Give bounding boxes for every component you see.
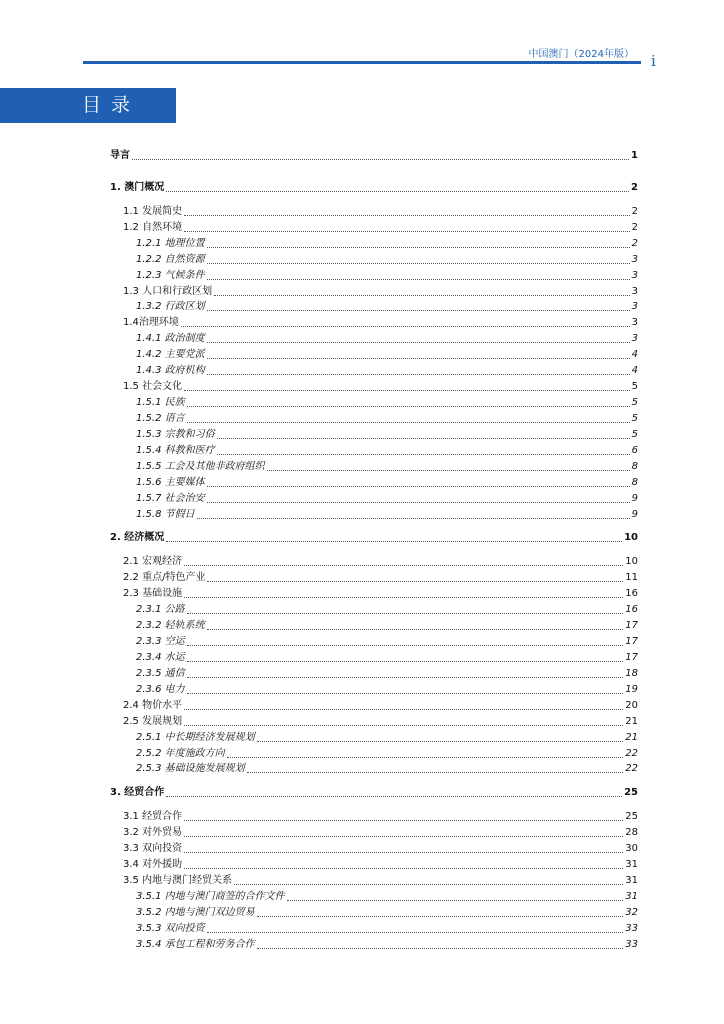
toc-entry-page: 22	[625, 747, 638, 759]
toc-entry-page: 31	[625, 859, 638, 871]
toc-entry-page: 21	[625, 731, 638, 743]
toc-entry-title: 3.2 对外贸易	[123, 827, 183, 839]
toc-entry[interactable]	[123, 380, 638, 394]
toc-dot-leader	[207, 492, 630, 503]
toc-dot-leader	[217, 428, 630, 439]
toc-entry-page: 5	[631, 397, 638, 409]
toc-entry[interactable]	[123, 285, 638, 299]
toc-dot-leader	[207, 571, 623, 582]
toc-entry-title: 1.4治理环境	[123, 317, 179, 329]
toc-dot-leader	[207, 619, 624, 630]
toc-entry-title: 2.3 基础设施	[123, 588, 183, 600]
toc-entry-title: 1.2.3 气候条件	[136, 269, 205, 281]
toc-entry-title: 1.1 发展简史	[123, 205, 183, 217]
toc-entry[interactable]	[123, 555, 638, 569]
toc-entry-title: 3. 经贸合作	[110, 787, 165, 799]
toc-entry[interactable]	[123, 715, 638, 729]
toc-dot-leader	[187, 667, 624, 678]
toc-entry-title: 2. 经济概况	[110, 532, 165, 544]
toc-entry-page: 16	[625, 588, 638, 600]
toc-entry[interactable]	[136, 762, 638, 776]
toc-entry-title: 1.5.4 科教和医疗	[136, 444, 215, 456]
toc-entry-page: 9	[631, 508, 638, 520]
toc-dot-leader	[207, 348, 630, 359]
toc-entry[interactable]	[136, 237, 638, 251]
toc-entry[interactable]	[110, 786, 638, 800]
toc-dot-leader	[257, 938, 624, 949]
toc-entry-title: 导言	[110, 150, 130, 161]
toc-entry[interactable]	[136, 364, 638, 378]
toc-entry-title: 3.5.4 承包工程和劳务合作	[136, 938, 255, 950]
running-header-title: 中国澳门（2024年版）	[528, 49, 634, 60]
toc-entry-page: 8	[631, 476, 638, 488]
toc-dot-leader	[217, 444, 630, 455]
toc-dot-leader	[207, 237, 630, 248]
toc-dot-leader	[187, 412, 630, 423]
toc-dot-leader	[197, 508, 630, 519]
toc-entry-title: 1.2.2 自然资源	[136, 253, 205, 265]
toc-dot-leader	[187, 603, 624, 614]
toc-dot-leader	[184, 205, 630, 216]
toc-entry-page: 3	[631, 301, 638, 313]
toc-entry-title: 1.5.3 宗教和习俗	[136, 428, 215, 440]
toc-dot-leader	[207, 300, 630, 311]
toc-entry-page: 11	[625, 572, 638, 584]
toc-entry-title: 2.1 宏观经济	[123, 556, 183, 568]
toc-dot-leader	[187, 396, 630, 407]
toc-entry-page: 5	[631, 412, 638, 424]
toc-dot-leader	[181, 316, 630, 327]
toc-entry-title: 2.3.3 空运	[136, 636, 185, 648]
toc-dot-leader	[187, 651, 624, 662]
toc-banner	[0, 88, 176, 123]
toc-entry-page: 4	[631, 349, 638, 361]
toc-entry[interactable]	[136, 492, 638, 506]
toc-entry-page: 33	[625, 938, 638, 950]
toc-entry[interactable]	[123, 205, 638, 219]
toc-entry[interactable]	[136, 508, 638, 522]
toc-entry-title: 3.5 内地与澳门经贸关系	[123, 875, 233, 887]
toc-entry[interactable]	[136, 396, 638, 410]
toc-entry[interactable]	[136, 683, 638, 697]
toc-entry-title: 2.5 发展规划	[123, 715, 183, 727]
toc-entry[interactable]	[136, 253, 638, 267]
toc-entry-page: 31	[625, 890, 638, 902]
toc-entry[interactable]	[136, 747, 638, 761]
toc-entry-page: 3	[631, 285, 638, 297]
toc-entry-title: 2.3.2 轻轨系统	[136, 620, 205, 632]
toc-entry-page: 18	[625, 667, 638, 679]
toc-entry-page: 25	[625, 811, 638, 823]
toc-dot-leader	[207, 269, 630, 280]
toc-entry-title: 1.5 社会文化	[123, 381, 183, 393]
toc-entry[interactable]	[136, 412, 638, 426]
toc-entry-page: 19	[625, 683, 638, 695]
toc-entry[interactable]	[136, 906, 638, 920]
toc-dot-leader	[207, 476, 630, 487]
toc-entry-page: 17	[625, 636, 638, 648]
toc-dot-leader	[166, 181, 629, 192]
toc-entry[interactable]	[136, 269, 638, 283]
toc-entry-title: 1.5.1 民族	[136, 397, 185, 409]
toc-entry-page: 3	[631, 253, 638, 265]
toc-entry[interactable]	[136, 444, 638, 458]
toc-entry-page: 5	[631, 381, 638, 393]
toc-entry[interactable]	[136, 332, 638, 346]
toc-entry-title: 3.1 经贸合作	[123, 811, 183, 823]
toc-entry-page: 30	[625, 843, 638, 855]
toc-dot-leader	[184, 221, 630, 232]
toc-dot-leader	[132, 149, 629, 160]
toc-entry[interactable]	[123, 699, 638, 713]
toc-entry-title: 2.5.1 中长期经济发展规划	[136, 731, 255, 743]
toc-entry-page: 17	[625, 651, 638, 663]
toc-dot-leader	[187, 683, 624, 694]
toc-entry[interactable]	[136, 922, 638, 936]
toc-entry-page: 28	[625, 827, 638, 839]
toc-dot-leader	[184, 826, 623, 837]
toc-entry-title: 2.3.6 电力	[136, 683, 185, 695]
toc-dot-leader	[257, 906, 624, 917]
toc-dot-leader	[166, 531, 622, 542]
toc-entry[interactable]	[123, 842, 638, 856]
toc-entry[interactable]	[136, 460, 638, 474]
toc-entry-title: 2.3.1 公路	[136, 604, 185, 616]
toc-entry-title: 1.4.2 主要党派	[136, 349, 205, 361]
toc-entry-page: 17	[625, 620, 638, 632]
toc-entry[interactable]	[123, 826, 638, 840]
toc-dot-leader	[184, 842, 623, 853]
toc-dot-leader	[166, 786, 622, 797]
toc-entry-title: 1.2 自然环境	[123, 221, 183, 233]
toc-entry[interactable]	[123, 571, 638, 585]
toc-entry-page: 32	[625, 906, 638, 918]
toc-dot-leader	[247, 762, 624, 773]
page-number: i	[651, 52, 656, 70]
toc-entry[interactable]	[136, 890, 638, 904]
toc-entry[interactable]	[123, 221, 638, 235]
header-rule	[83, 61, 641, 64]
toc-entry-title: 2.4 物价水平	[123, 699, 183, 711]
toc-dot-leader	[207, 364, 630, 375]
toc-entry-title: 1.3 人口和行政区划	[123, 285, 213, 297]
toc-entry-title: 1.4.1 政治制度	[136, 333, 205, 345]
toc-entry-page: 3	[631, 317, 638, 329]
toc-entry-page: 16	[625, 604, 638, 616]
toc-dot-leader	[287, 890, 624, 901]
toc-entry-title: 1.5.5 工会及其他非政府组织	[136, 460, 265, 472]
toc-entry[interactable]	[136, 348, 638, 362]
toc-entry[interactable]	[136, 938, 638, 952]
toc-entry-page: 6	[631, 444, 638, 456]
toc-entry[interactable]	[110, 181, 638, 195]
toc-entry[interactable]	[123, 316, 638, 330]
toc-entry-page: 8	[631, 460, 638, 472]
toc-dot-leader	[184, 380, 630, 391]
toc-dot-leader	[207, 253, 630, 264]
toc-dot-leader	[184, 810, 623, 821]
toc-dot-leader	[267, 460, 630, 471]
toc-entry-page: 33	[625, 922, 638, 934]
toc-dot-leader	[257, 731, 624, 742]
toc-entry-page: 2	[631, 237, 638, 249]
toc-entry-page: 3	[631, 333, 638, 345]
toc-dot-leader	[184, 699, 623, 710]
toc-entry[interactable]	[136, 603, 638, 617]
toc-entry[interactable]	[136, 300, 638, 314]
toc-entry[interactable]	[123, 587, 638, 601]
toc-dot-leader	[184, 555, 623, 566]
toc-entry-title: 3.4 对外援助	[123, 859, 183, 871]
toc-entry[interactable]	[110, 531, 638, 545]
toc-entry[interactable]	[110, 149, 638, 163]
toc-entry-page: 25	[624, 787, 638, 799]
toc-entry[interactable]	[136, 619, 638, 633]
toc-entry[interactable]	[123, 874, 638, 888]
toc-dot-leader	[207, 332, 630, 343]
toc-entry[interactable]	[136, 476, 638, 490]
toc-entry-title: 3.3 双向投资	[123, 843, 183, 855]
toc-entry[interactable]	[136, 667, 638, 681]
toc-dot-leader	[207, 922, 624, 933]
toc-entry-page: 1	[631, 150, 638, 161]
toc-entry[interactable]	[123, 810, 638, 824]
toc-entry-page: 10	[624, 532, 638, 544]
toc-entry-page: 2	[631, 221, 638, 233]
toc-entry-page: 31	[625, 875, 638, 887]
toc-entry-title: 1.5.8 节假日	[136, 508, 195, 520]
toc-entry-page: 21	[625, 715, 638, 727]
toc-dot-leader	[214, 285, 630, 296]
toc-entry-page: 3	[631, 269, 638, 281]
toc-entry-title: 3.5.3 双向投资	[136, 922, 205, 934]
toc-entry[interactable]	[136, 635, 638, 649]
toc-entry-title: 2.5.3 基础设施发展规划	[136, 763, 245, 775]
toc-entry[interactable]	[136, 428, 638, 442]
toc-entry-title: 3.5.2 内地与澳门双边贸易	[136, 906, 255, 918]
toc-dot-leader	[227, 747, 624, 758]
toc-entry-title: 1.2.1 地理位置	[136, 237, 205, 249]
toc-entry-title: 1.3.2 行政区划	[136, 301, 205, 313]
toc-entry-page: 10	[625, 556, 638, 568]
toc-entry-page: 22	[625, 763, 638, 775]
toc-dot-leader	[184, 715, 623, 726]
toc-dot-leader	[184, 858, 623, 869]
toc-entry-page: 2	[631, 205, 638, 217]
toc-entry-title: 2.3.5 通信	[136, 667, 185, 679]
toc-entry-page: 4	[631, 365, 638, 377]
toc-entry-page: 2	[631, 181, 638, 193]
toc-entry-page: 5	[631, 428, 638, 440]
toc-entry-title: 1. 澳门概况	[110, 181, 165, 193]
toc-dot-leader	[234, 874, 623, 885]
toc-entry-title: 1.5.7 社会治安	[136, 492, 205, 504]
toc-entry-title: 1.4.3 政府机构	[136, 365, 205, 377]
toc-entry-title: 2.2 重点/特色产业	[123, 572, 206, 584]
toc-entry-page: 9	[631, 492, 638, 504]
toc-entry-title: 1.5.2 语言	[136, 412, 185, 424]
toc-entry-title: 1.5.6 主要媒体	[136, 476, 205, 488]
toc-dot-leader	[184, 587, 623, 598]
toc-entry-title: 2.5.2 年度施政方向	[136, 747, 225, 759]
toc-dot-leader	[187, 635, 624, 646]
toc-entry[interactable]	[136, 651, 638, 665]
toc-entry-title: 2.3.4 水运	[136, 651, 185, 663]
toc-entry[interactable]	[123, 858, 638, 872]
toc-entry-page: 20	[625, 699, 638, 711]
toc-entry[interactable]	[136, 731, 638, 745]
toc-entry-title: 3.5.1 内地与澳门商签的合作文件	[136, 890, 285, 902]
toc-heading: 目 录	[82, 94, 133, 116]
